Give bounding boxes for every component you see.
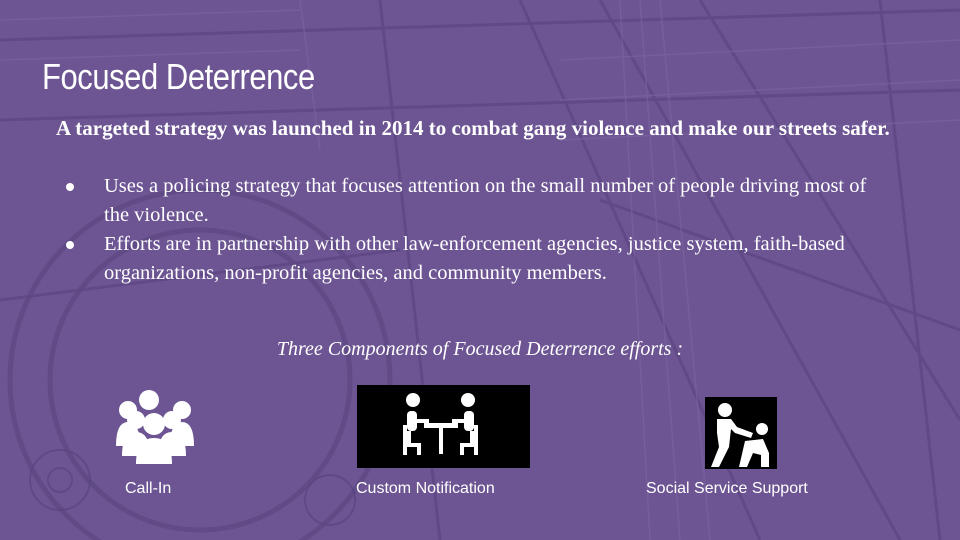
bullet-dot-icon [66, 183, 74, 191]
slide-title: Focused Deterrence [42, 56, 315, 97]
bullet-text: Efforts are in partnership with other law-enforcement agencies, justice system, faith-based organizations, non-profit agencies, and community members. [104, 233, 845, 284]
component-label-custom-notification: Custom Notification [356, 480, 495, 497]
component-label-call-in: Call-In [125, 480, 172, 497]
bullet-item [64, 172, 894, 229]
bullet-list [64, 172, 894, 288]
bullet-text: Uses a policing strategy that focuses attention on the small number of people driving most of the violence. [104, 175, 867, 226]
component-social-service-support [705, 397, 777, 469]
meeting-table-icon [357, 385, 530, 468]
component-call-in [114, 388, 200, 466]
components-subtitle: Three Components of Focused Deterrence efforts : [276, 338, 684, 360]
bullet-item [64, 230, 894, 287]
bullet-dot-icon [66, 241, 74, 249]
intro-text: A targeted strategy was launched in 2014 to combat gang violence and make our streets safer. [56, 116, 890, 140]
group-people-icon [114, 388, 200, 466]
component-label-social-service-support: Social Service Support [646, 480, 808, 497]
component-custom-notification [357, 385, 530, 468]
helping-person-icon [705, 397, 777, 469]
